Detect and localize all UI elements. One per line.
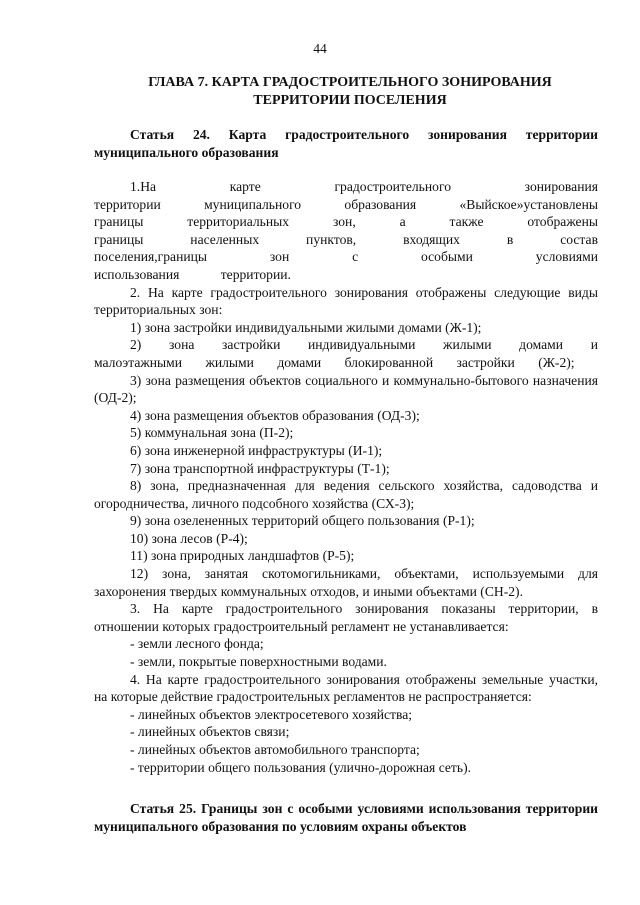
zone-item-1: 1) зона застройки индивидуальными жилыми домами (Ж-1);	[130, 319, 482, 335]
zone-item-11: 11) зона природных ландшафтов (Р-5);	[130, 548, 355, 564]
zone-item-6: 6) зона инженерной инфраструктуры (И-1);	[130, 442, 383, 458]
list-item-road: - линейных объектов автомобильного транспорта;	[130, 742, 420, 757]
zone-item-8: 8) зона, предназначенная для ведения сельского хозяйства, садоводства и огородничества, личного подсобного хозяйства (СХ-3);	[94, 478, 598, 511]
page-number: 44	[313, 41, 327, 56]
chapter-title: ГЛАВА 7. КАРТА ГРАДОСТРОИТЕЛЬНОГО ЗОНИРОВАНИЯ ТЕРРИТОРИИ ПОСЕЛЕНИЯ	[148, 75, 552, 108]
paragraph-4: 4. На карте градостроительного зонирования отображены земельные участки, на которые действие градостроительных регламентов не распространяется:	[94, 671, 598, 705]
zone-item-4: 4) зона размещения объектов образования (ОД-3);	[130, 407, 420, 423]
zone-item-10: 10) зона лесов (Р-4);	[130, 530, 248, 546]
list-item-power: - линейных объектов электросетевого хозяйства;	[130, 706, 413, 722]
zone-item-12: 12) зона, занятая скотомогильниками, объектами, используемыми для захоронения твердых коммунальных отходов, и иными объектами (СН-2).	[94, 566, 598, 599]
document-body	[94, 178, 598, 776]
zone-item-9: 9) зона озелененных территорий общего пользования (Р-1);	[130, 513, 475, 529]
zone-item-5: 5) коммунальная зона (П-2);	[130, 425, 294, 441]
paragraph-1: 1.На карте градостроительного зонирования территории муниципального образования «Выйское»установлены границы территориальных зон, а также отображены границы населенных пунктов, входящих в состав поселения,границы зон с особыми условиями использования территории.	[94, 179, 598, 282]
list-item-water: - земли, покрытые поверхностными водами.	[130, 654, 387, 670]
paragraph-3: 3. На карте градостроительного зонирования показаны территории, в отношении которых градостроительный регламент не устанавливается:	[94, 601, 598, 634]
zone-item-7: 7) зона транспортной инфраструктуры (Т-1);	[130, 460, 390, 476]
article-25-title: Статья 25. Границы зон с особыми условиями использования территории муниципального образования по условиям охраны объектов	[94, 801, 598, 834]
zone-item-3: 3) зона размещения объектов социального и коммунально-бытового назначения (ОД-2);	[94, 372, 598, 406]
paragraph-2: 2. На карте градостроительного зонирования отображены следующие виды территориальных зон:	[94, 284, 598, 318]
list-item-communication: - линейных объектов связи;	[130, 724, 290, 740]
list-item-forest: - земли лесного фонда;	[130, 636, 264, 652]
article-24-title: Статья 24. Карта градостроительного зонирования территории муниципального образования	[94, 127, 598, 160]
zone-item-2: 2) зона застройки индивидуальными жилыми домами и малоэтажными жилыми домами блокированной застройки (Ж-2);	[94, 337, 598, 370]
list-item-public: - территории общего пользования (улично-дорожная сеть).	[130, 759, 471, 775]
